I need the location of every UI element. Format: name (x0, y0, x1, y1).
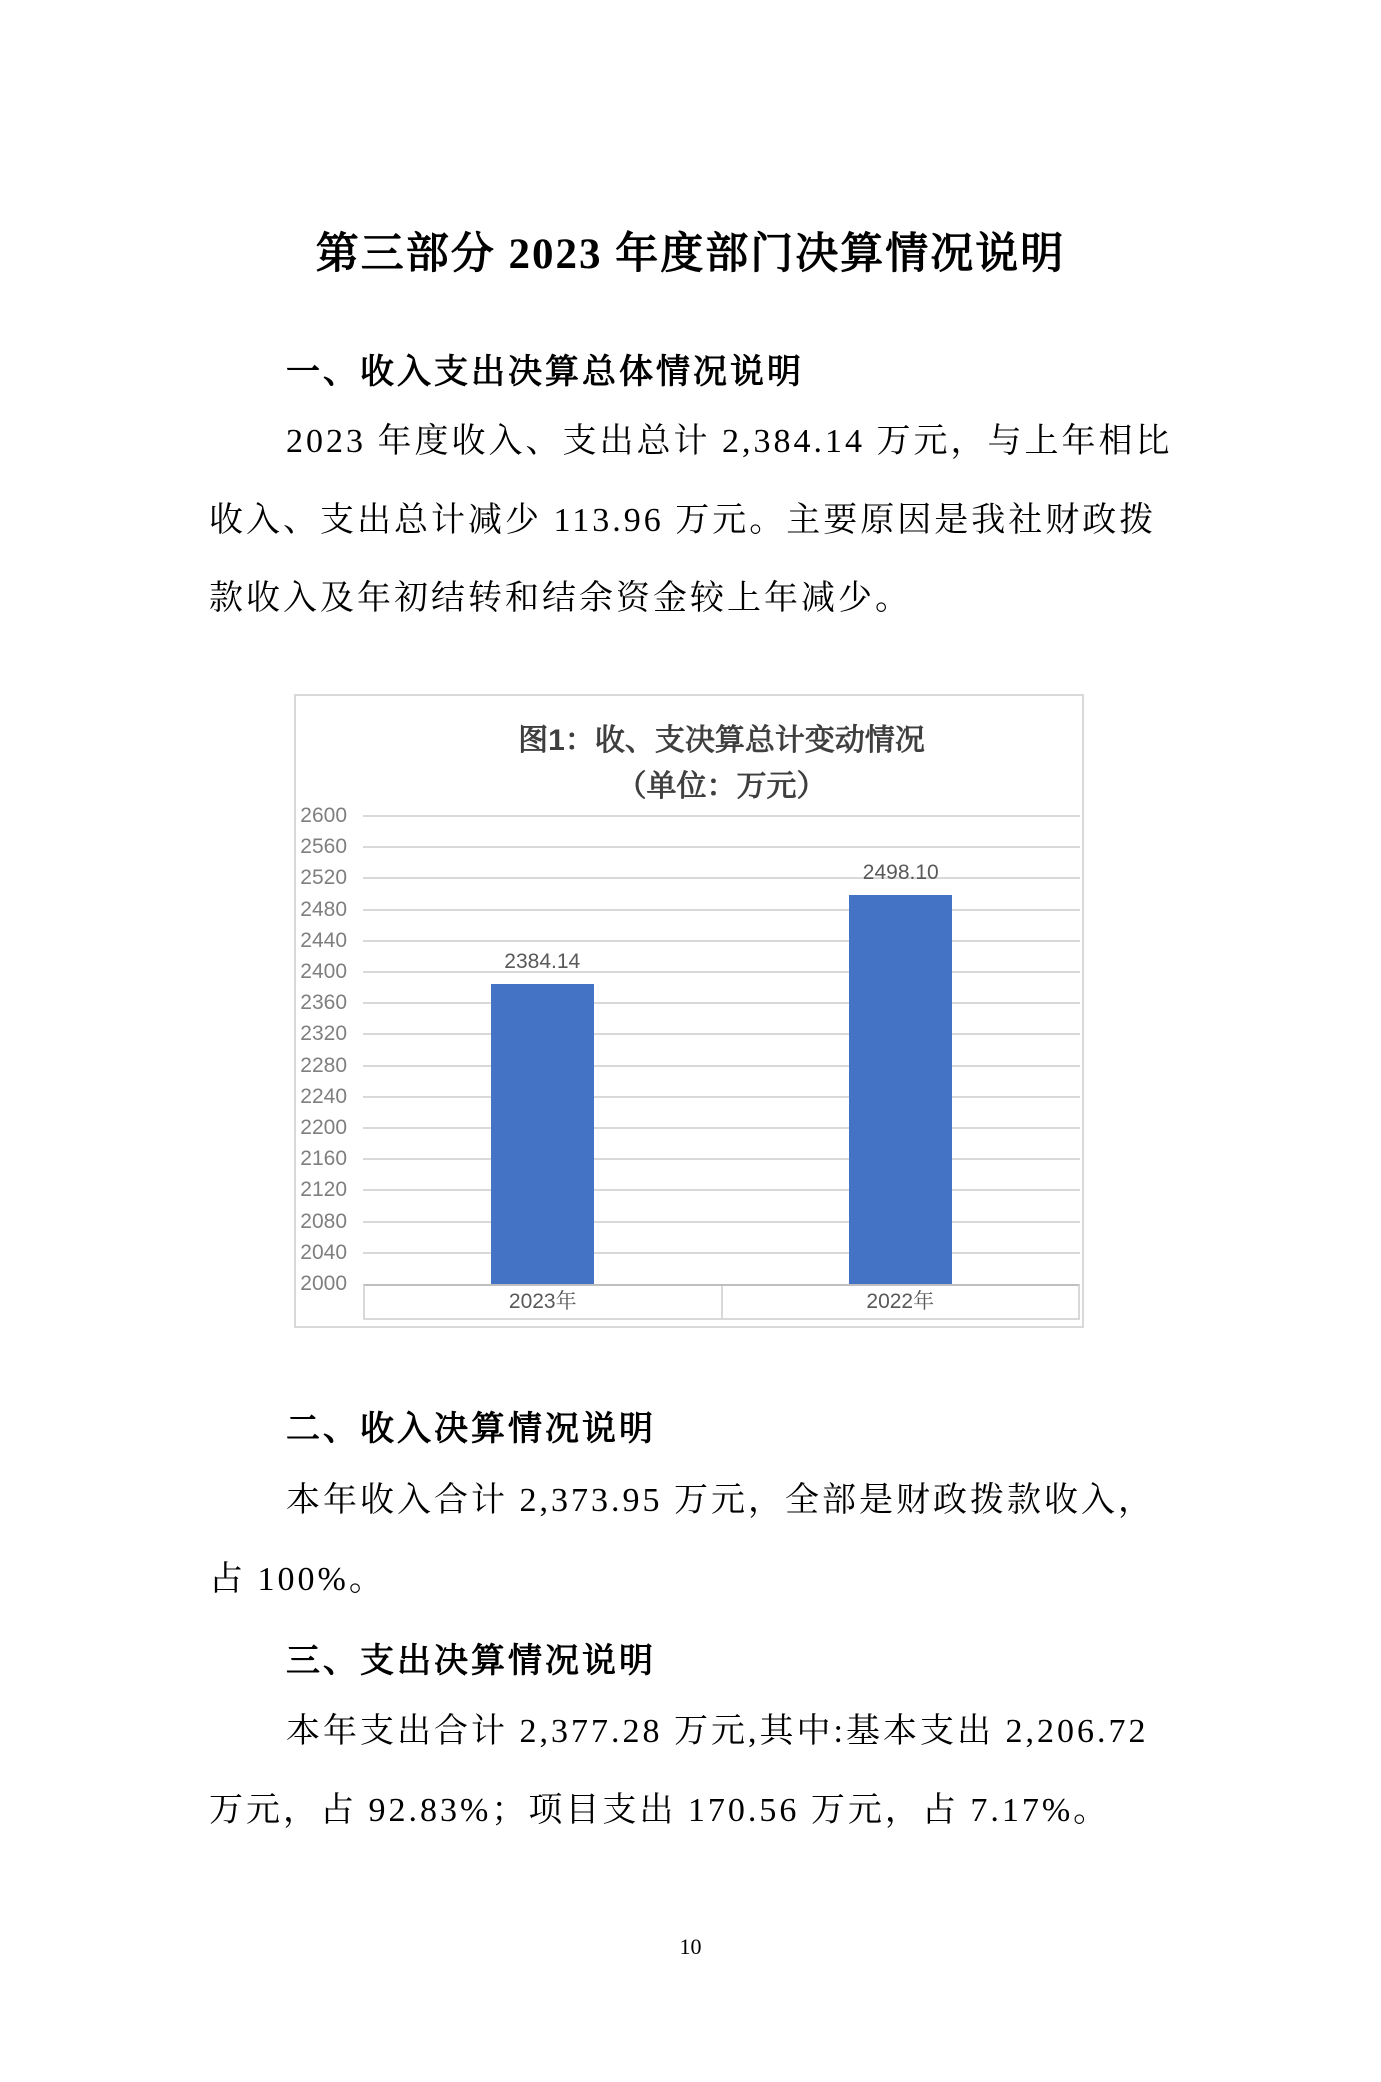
gridline (363, 1002, 1080, 1004)
gridline (363, 1221, 1080, 1223)
chart-subtitle: （单位：万元） (616, 770, 827, 803)
section-3-heading: 三、支出决算情况说明 (286, 1642, 656, 1680)
y-axis-tick-label: 2160 (300, 1147, 347, 1171)
paragraph-line: 万元，占 92.83%；项目支出 170.56 万元，占 7.17%。 (209, 1792, 1111, 1829)
x-axis-category-label: 2022年 (721, 1286, 1079, 1318)
y-axis-tick-label: 2320 (300, 1022, 347, 1046)
chart-title-block (363, 718, 1080, 810)
paragraph-line: 收入、支出总计减少 113.96 万元。主要原因是我社财政拨 (209, 502, 1157, 539)
y-axis-tick-label: 2200 (300, 1116, 347, 1139)
y-axis-tick-label: 2520 (300, 866, 347, 890)
y-axis-tick-label: 2080 (300, 1209, 347, 1233)
y-axis-tick-label: 2400 (300, 960, 347, 983)
paragraph-line: 本年支出合计 2,377.28 万元,其中:基本支出 2,206.72 (286, 1713, 1149, 1750)
chart-x-axis (363, 1284, 1080, 1320)
gridline (363, 1252, 1080, 1254)
gridline (363, 909, 1080, 911)
y-axis-tick-label: 2440 (300, 928, 347, 952)
page-number: 10 (679, 1934, 702, 1959)
bar-2022年 (849, 895, 952, 1284)
gridline (363, 846, 1080, 848)
paragraph-line: 2023 年度收入、支出总计 2,384.14 万元，与上年相比 (286, 423, 1173, 460)
gridline (363, 1127, 1080, 1129)
bar-2023年 (491, 984, 594, 1284)
paragraph-line: 款收入及年初结转和结余资金较上年减少。 (209, 580, 912, 617)
y-axis-tick-label: 2000 (300, 1272, 347, 1295)
y-axis-tick-label: 2040 (300, 1240, 347, 1264)
gridline (363, 940, 1080, 942)
bar-value-label: 2384.14 (504, 950, 581, 974)
section-2-heading: 二、收入决算情况说明 (286, 1410, 656, 1448)
y-axis-tick-label: 2120 (300, 1178, 347, 1202)
section-1-heading: 一、收入支出决算总体情况说明 (286, 353, 804, 391)
gridline (363, 1033, 1080, 1035)
y-axis-tick-label: 2480 (300, 897, 347, 921)
y-axis-tick-label: 2600 (300, 804, 347, 827)
gridline (363, 1189, 1080, 1191)
bar-value-label: 2498.10 (862, 861, 939, 885)
gridline (363, 1065, 1080, 1067)
gridline (363, 1158, 1080, 1160)
document-title: 第三部分 2023 年度部门决算情况说明 (315, 231, 1066, 278)
chart-title: 图1：收、支决算总计变动情况 (518, 724, 925, 757)
bar-chart (294, 694, 1084, 1328)
y-axis-tick-label: 2560 (300, 835, 347, 859)
paragraph-line: 占 100%。 (209, 1561, 386, 1598)
y-axis-tick-label: 2240 (300, 1084, 347, 1108)
y-axis-tick-label: 2360 (300, 991, 347, 1015)
chart-plot-area (300, 804, 1080, 1295)
paragraph-line: 本年收入合计 2,373.95 万元，全部是财政拨款收入， (286, 1482, 1155, 1519)
x-axis-category-label: 2023年 (508, 1290, 577, 1313)
y-axis-tick-label: 2280 (300, 1053, 347, 1077)
gridline (363, 815, 1080, 817)
gridline (363, 1096, 1080, 1098)
